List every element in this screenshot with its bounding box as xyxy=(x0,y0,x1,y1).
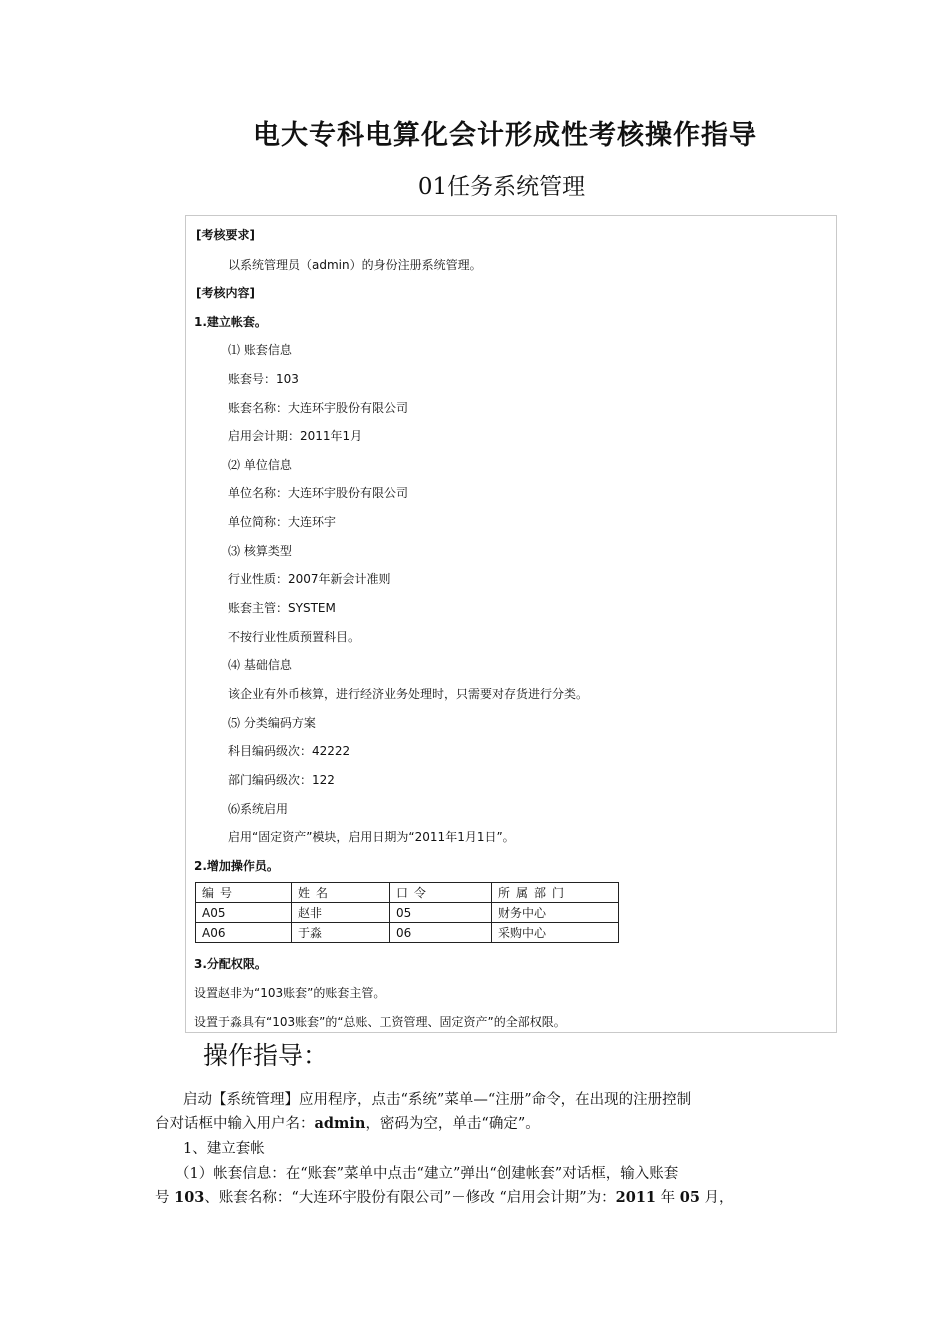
step1-text-a: 号 xyxy=(155,1190,175,1206)
document-subtitle: 01任务系统管理 xyxy=(417,174,586,200)
cell-password: 05 xyxy=(390,903,492,923)
item-basic-info-heading: ⑷ 基础信息 xyxy=(228,658,292,672)
step1-year: 2011 xyxy=(615,1189,657,1206)
item-unit-info-heading: ⑵ 单位信息 xyxy=(228,458,292,472)
table-row xyxy=(196,903,619,923)
item-account-supervisor: 账套主管：SYSTEM xyxy=(228,601,336,615)
item-no-preset-subjects: 不按行业性质预置科目。 xyxy=(228,630,361,644)
section2-heading: 2.增加操作员。 xyxy=(194,859,279,873)
item-unit-name: 单位名称：大连环宇股份有限公司 xyxy=(228,486,409,500)
item-start-period: 启用会计期：2011年1月 xyxy=(228,429,363,443)
section1-heading: 1.建立帐套。 xyxy=(194,315,267,329)
intro-username: admin xyxy=(314,1115,366,1132)
guide-step1-line-2 xyxy=(155,1188,734,1208)
requirement-heading: [考核要求] xyxy=(196,228,255,242)
section3-heading: 3.分配权限。 xyxy=(194,957,267,971)
item-account-number: 账套号：103 xyxy=(228,372,299,386)
cell-number: A05 xyxy=(196,903,292,923)
step1-text-c: 、账套名称：“大连环宇股份有限公司”－修改 “启用会计期”为： xyxy=(204,1190,616,1206)
section3-line-1: 设置赵非为“103账套”的账套主管。 xyxy=(194,986,386,1000)
item-accounting-type-heading: ⑶ 核算类型 xyxy=(228,544,292,558)
table-row xyxy=(196,923,619,943)
assessment-panel xyxy=(185,215,837,1033)
operator-table xyxy=(195,882,619,943)
content-heading: [考核内容] xyxy=(196,286,255,300)
intro-text-a: 台对话框中输入用户名： xyxy=(155,1116,315,1132)
item-basic-info-text: 该企业有外币核算，进行经济业务处理时，只需要对存货进行分类。 xyxy=(228,687,589,701)
step1-text-g: 月， xyxy=(699,1190,734,1206)
guide-heading: 操作指导： xyxy=(203,1041,329,1070)
header-password: 口令 xyxy=(390,883,492,903)
cell-department: 财务中心 xyxy=(492,903,619,923)
item-unit-short-name: 单位简称：大连环宇 xyxy=(228,515,337,529)
table-header-row xyxy=(196,883,619,903)
step1-month: 05 xyxy=(679,1189,700,1206)
guide-step1-line-1: （1）帐套信息：在“账套”菜单中点击“建立”弹出“创建帐套”对话框，输入账套 xyxy=(175,1166,679,1182)
header-name: 姓名 xyxy=(292,883,390,903)
item-account-name: 账套名称：大连环宇股份有限公司 xyxy=(228,401,409,415)
item-system-enable-text: 启用“固定资产”模块，启用日期为“2011年1月1日”。 xyxy=(228,830,515,844)
step1-account-number: 103 xyxy=(174,1189,205,1206)
item-coding-scheme-heading: ⑸ 分类编码方案 xyxy=(228,716,316,730)
document-title: 电大专科电算化会计形成性考核操作指导 xyxy=(253,120,757,151)
cell-name: 赵非 xyxy=(292,903,390,923)
item-subject-coding: 科目编码级次：42222 xyxy=(228,744,351,758)
item-department-coding: 部门编码级次：122 xyxy=(228,773,335,787)
guide-intro-line-1: 启动【系统管理】应用程序，点击“系统”菜单—“注册”命令，在出现的注册控制 xyxy=(183,1092,692,1108)
header-department: 所属部门 xyxy=(492,883,619,903)
section3-line-2: 设置于淼具有“103账套”的“总账、工资管理、固定资产”的全部权限。 xyxy=(194,1015,566,1029)
cell-password: 06 xyxy=(390,923,492,943)
header-number: 编号 xyxy=(196,883,292,903)
guide-step1-heading: 1、建立套帐 xyxy=(183,1141,265,1157)
requirement-text: 以系统管理员（admin）的身份注册系统管理。 xyxy=(228,258,482,272)
item-account-info-heading: ⑴ 账套信息 xyxy=(228,343,292,357)
item-industry: 行业性质：2007年新会计准则 xyxy=(228,572,391,586)
intro-text-c: ，密码为空，单击“确定”。 xyxy=(365,1116,540,1132)
cell-number: A06 xyxy=(196,923,292,943)
cell-name: 于淼 xyxy=(292,923,390,943)
item-system-enable-heading: ⑹系统启用 xyxy=(228,802,289,816)
cell-department: 采购中心 xyxy=(492,923,619,943)
guide-intro-line-2 xyxy=(155,1114,540,1134)
step1-text-e: 年 xyxy=(656,1190,680,1206)
